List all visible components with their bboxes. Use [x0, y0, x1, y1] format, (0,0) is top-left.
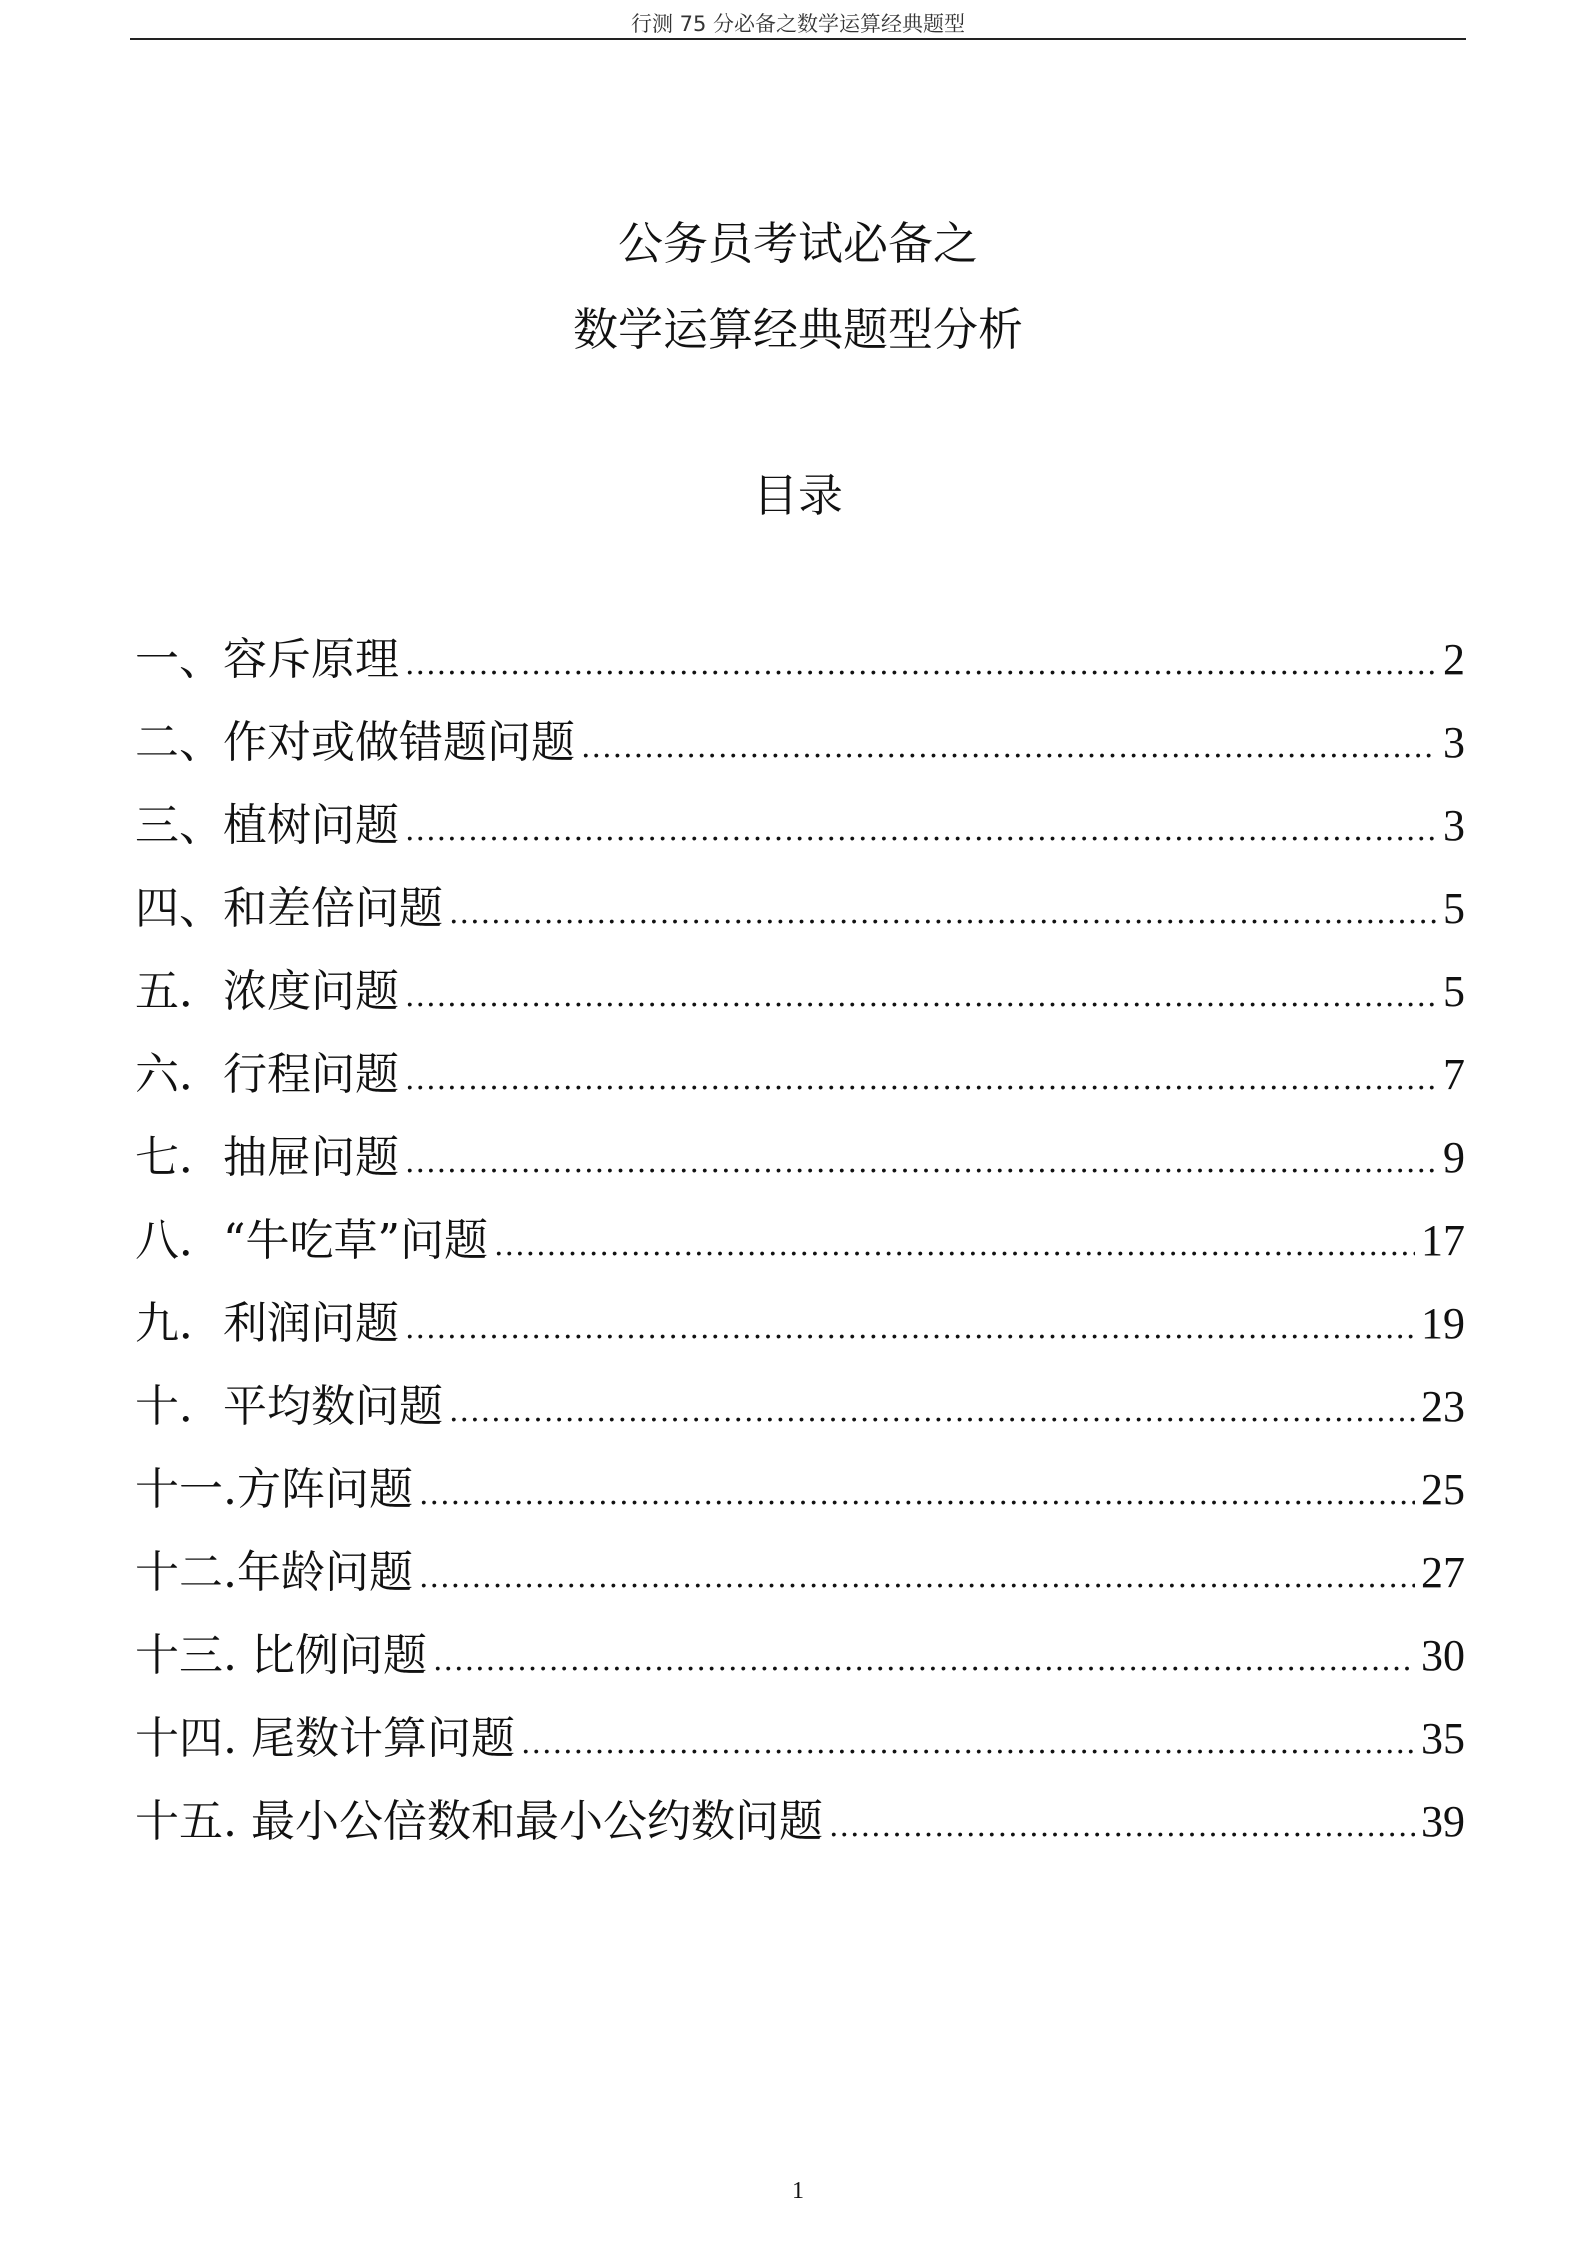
toc-dot-leader: [419, 1548, 1415, 1608]
toc-entry[interactable]: [135, 1045, 1465, 1128]
toc-entry-page: 30: [1421, 1631, 1465, 1680]
toc-dot-leader: [419, 1465, 1415, 1525]
toc-entry-page: 19: [1421, 1299, 1465, 1348]
toc-entry-label: 九．利润问题: [135, 1298, 399, 1349]
toc-entry[interactable]: [135, 630, 1465, 713]
toc-entry-page: 27: [1421, 1548, 1465, 1597]
toc-entry-page: 5: [1443, 884, 1465, 933]
toc-entry[interactable]: [135, 796, 1465, 879]
toc-dot-leader: [405, 635, 1437, 695]
toc-entry[interactable]: [135, 1128, 1465, 1211]
toc-entry[interactable]: [135, 962, 1465, 1045]
toc-dot-leader: [449, 1382, 1415, 1442]
toc-entry[interactable]: [135, 1626, 1465, 1709]
toc-entry-label: 十五. 最小公倍数和最小公约数问题: [135, 1796, 823, 1847]
toc-entry-label: 七．抽屉问题: [135, 1132, 399, 1183]
toc-dot-leader: [405, 967, 1437, 1027]
toc-entry-label: 二、作对或做错题问题: [135, 717, 575, 768]
toc-dot-leader: [494, 1216, 1415, 1276]
toc-entry-page: 2: [1443, 635, 1465, 684]
toc-dot-leader: [449, 884, 1437, 944]
toc-entry[interactable]: [135, 1543, 1465, 1626]
toc-dot-leader: [405, 1133, 1437, 1193]
table-of-contents: [135, 630, 1465, 1875]
toc-dot-leader: [405, 801, 1437, 861]
toc-entry-page: 5: [1443, 967, 1465, 1016]
toc-entry-page: 3: [1443, 718, 1465, 767]
header-rule: [130, 38, 1466, 40]
toc-dot-leader: [433, 1631, 1415, 1691]
toc-entry-label: 四、和差倍问题: [135, 883, 443, 934]
toc-entry-label: 十四. 尾数计算问题: [135, 1713, 515, 1764]
toc-dot-leader: [405, 1299, 1415, 1359]
toc-entry-page: 39: [1421, 1797, 1465, 1846]
toc-dot-leader: [405, 1050, 1437, 1110]
toc-entry[interactable]: [135, 1211, 1465, 1294]
toc-entry[interactable]: [135, 1709, 1465, 1792]
toc-entry-page: 23: [1421, 1382, 1465, 1431]
toc-entry-label: 一、容斥原理: [135, 634, 399, 685]
toc-entry-label: 六．行程问题: [135, 1049, 399, 1100]
running-header: 行测 75 分必备之数学运算经典题型: [630, 12, 966, 36]
toc-entry-page: 3: [1443, 801, 1465, 850]
toc-dot-leader: [581, 718, 1437, 778]
toc-entry-label: 十．平均数问题: [135, 1381, 443, 1432]
toc-entry-page: 25: [1421, 1465, 1465, 1514]
toc-entry[interactable]: [135, 1460, 1465, 1543]
toc-dot-leader: [521, 1714, 1415, 1774]
toc-entry-label: 三、植树问题: [135, 800, 399, 851]
toc-entry-page: 17: [1421, 1216, 1465, 1265]
toc-heading: 目录: [752, 469, 843, 522]
toc-entry-page: 35: [1421, 1714, 1465, 1763]
page-number: 1: [792, 2178, 804, 2204]
document-title-line-1: 公务员考试必备之: [617, 217, 978, 270]
toc-entry[interactable]: [135, 1792, 1465, 1875]
document-title-line-2: 数学运算经典题型分析: [572, 303, 1023, 356]
toc-entry-label: 五．浓度问题: [135, 966, 399, 1017]
toc-entry-label: 八．“牛吃草”问题: [135, 1215, 488, 1266]
toc-entry-label: 十二.年龄问题: [135, 1547, 413, 1598]
toc-entry-page: 9: [1443, 1133, 1465, 1182]
toc-entry[interactable]: [135, 1294, 1465, 1377]
toc-entry[interactable]: [135, 879, 1465, 962]
toc-entry-label: 十三. 比例问题: [135, 1630, 427, 1681]
toc-entry-label: 十一.方阵问题: [135, 1464, 413, 1515]
toc-entry-page: 7: [1443, 1050, 1465, 1099]
toc-entry[interactable]: [135, 1377, 1465, 1460]
toc-dot-leader: [829, 1797, 1415, 1857]
toc-entry[interactable]: [135, 713, 1465, 796]
